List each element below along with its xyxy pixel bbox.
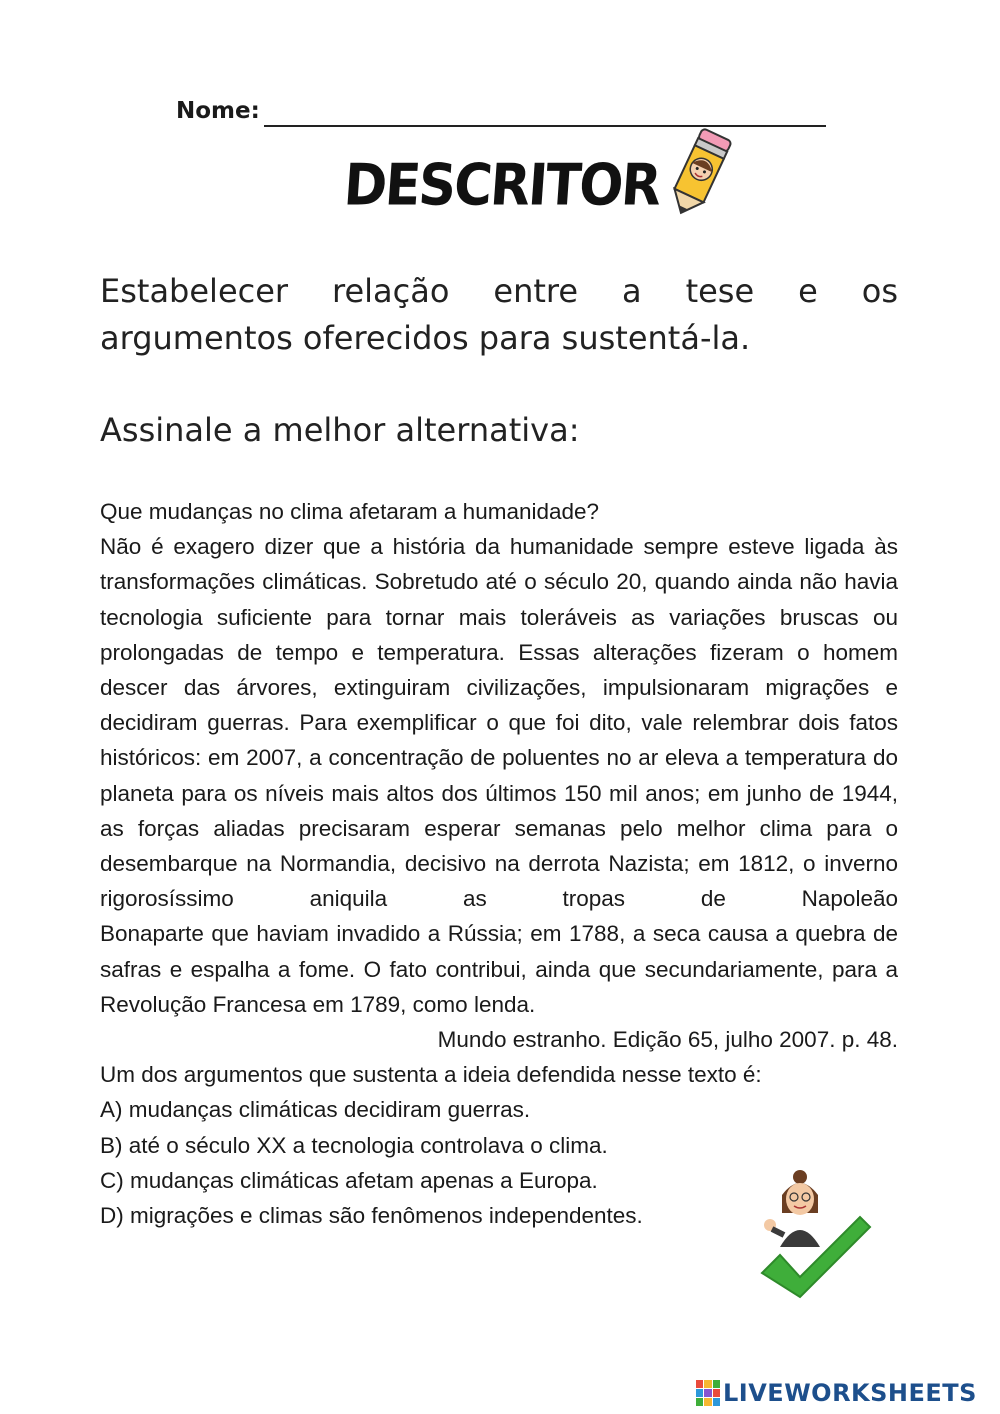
descriptor-text: Estabelecer relação entre a tese e os argumentos oferecidos para sustentá-la. [100, 272, 898, 357]
logo-badge-icon [696, 1380, 720, 1406]
name-underline[interactable] [264, 125, 826, 127]
passage-source: Mundo estranho. Edição 65, julho 2007. p. 48. [437, 1027, 898, 1053]
instruction-text: Assinale a melhor alternativa: [100, 411, 580, 449]
title-banner [340, 148, 662, 238]
question-prompt: Um dos argumentos que sustenta a ideia defendida nesse texto é: [100, 1062, 762, 1088]
liveworksheets-logo [696, 1378, 977, 1408]
page-title: DESCRITOR [341, 153, 662, 219]
answer-option-b[interactable]: B) até o século XX a tecnologia controlava o clima. [100, 1132, 608, 1158]
passage-paragraph: Não é exagero dizer que a história da humanidade sempre esteve ligada às transformações climáticas. Sobretudo até o século 20, quando ainda não havia tecnologia suficiente para tornar mais toleráveis as variações bruscas ou prolongadas de tempo e temperatura. Essas alterações fizeram o homem descer das árvores, extinguiram civilizações, impulsionaram migrações e decidiram guerras. Para exemplificar o que foi dito, vale relembrar dois fatos históricos: em 2007, a concentração de poluentes no ar eleva a temperatura do planeta para os níveis mais altos dos últimos 150 mil anos; em junho de 1944, as forças aliadas precisaram esperar semanas pelo melhor clima para o desembarque na Normandia, decisivo na derrota Nazista; em 1812, o inverno rigorosíssimo aniquila as tropas de Napoleão [100, 534, 898, 912]
passage-question: Que mudanças no clima afetaram a humanidade? [100, 499, 600, 524]
logo-brand-text: LIVEWORKSHEETS [723, 1379, 977, 1407]
pencil-mascot-icon [660, 125, 740, 220]
answer-option-c[interactable]: C) mudanças climáticas afetam apenas a Europa. [100, 1167, 598, 1193]
name-label: Nome: [176, 98, 260, 124]
passage-paragraph: Bonaparte que haviam invadido a Rússia; em 1788, a seca causa a quebra de safras e espalha a fome. O fato contribui, ainda que secundariamente, para a Revolução Francesa em 1789, como lenda. [100, 921, 898, 1017]
reading-passage [100, 494, 898, 1233]
answer-option-a[interactable]: A) mudanças climáticas decidiram guerras. [100, 1097, 531, 1123]
answer-option-d[interactable]: D) migrações e climas são fenômenos independentes. [100, 1203, 643, 1229]
teacher-checkmark-icon [752, 1165, 872, 1305]
